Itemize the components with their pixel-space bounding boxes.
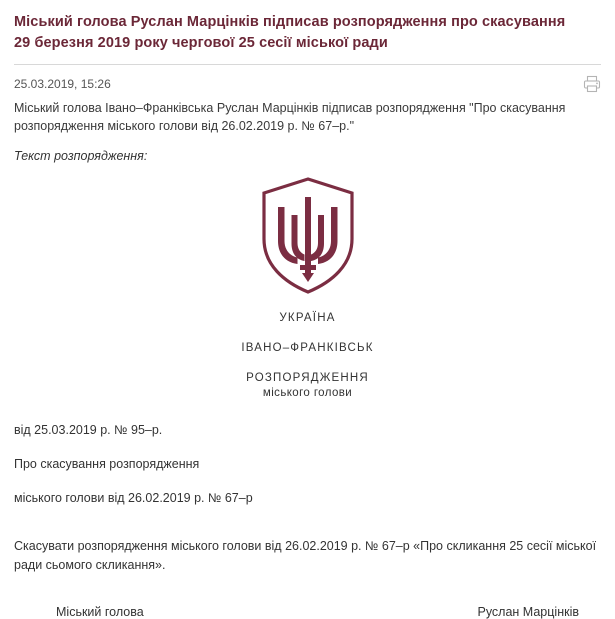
document-city: ІВАНО–ФРАНКІВСЬК	[241, 342, 374, 354]
document-body: Скасувати розпорядження міського голови від 26.02.2019 р. № 67–р «Про скликання 25 сесії міської ради сьомого скликання».	[14, 539, 597, 572]
document-country: УКРАЇНА	[279, 312, 336, 324]
document-subject-line-2: міського голови від 26.02.2019 р. № 67–р	[14, 491, 253, 505]
ukraine-coat-of-arms-icon	[260, 177, 356, 295]
document-kind-sub: міського голови	[262, 387, 353, 399]
article-lead: Міський голова Івано–Франківська Руслан Марцінків підписав розпорядження "Про скасування розпорядження міського голови від 26.02.2019 р. № 67–р."	[14, 101, 566, 133]
signature-name: Руслан Марцінків	[477, 605, 579, 619]
article-meta-row	[14, 65, 601, 99]
page-title: Міський голова Руслан Марцінків підписав розпорядження про скасування 29 березня 2019 року чергової 25 сесії міської ради	[14, 14, 566, 51]
document-subject-line-1: Про скасування розпорядження	[14, 457, 200, 471]
publish-timestamp: 25.03.2019, 15:26	[14, 77, 111, 91]
emblem-container	[14, 163, 601, 300]
signature-position: Міський голова	[56, 605, 144, 619]
signature-row	[14, 575, 601, 619]
document-number-line: від 25.03.2019 р. № 95–р.	[14, 423, 163, 437]
document-kind: РОЗПОРЯДЖЕННЯ	[246, 372, 369, 384]
document-label: Текст розпорядження:	[14, 149, 148, 163]
document-heading	[14, 300, 601, 399]
printer-icon[interactable]	[583, 75, 601, 93]
